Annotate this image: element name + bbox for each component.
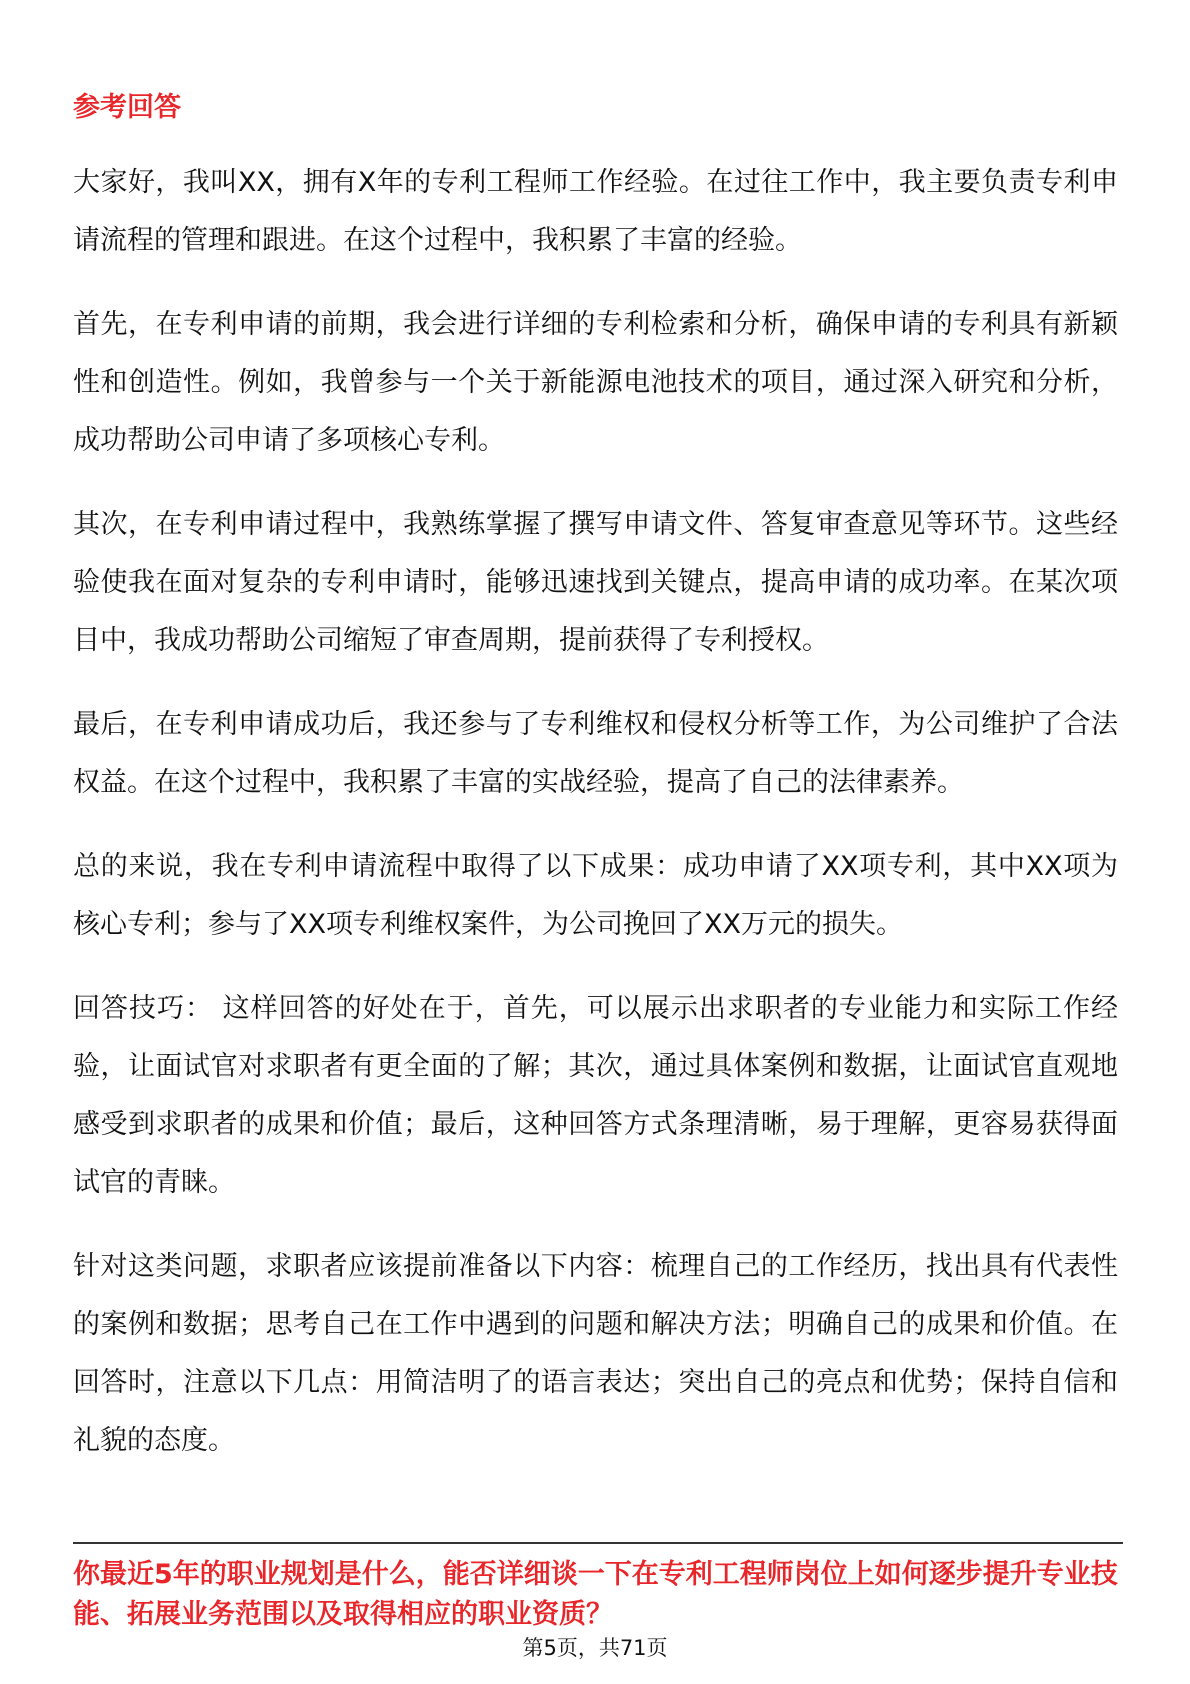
section-title: 参考回答 <box>73 92 181 123</box>
next-question: 你最近5年的职业规划是什么，能否详细谈一下在专利工程师岗位上如何逐步提升专业技能、拓展业务范围以及取得相应的职业资质？ <box>73 1559 1118 1630</box>
answer-section <box>73 88 1118 1496</box>
paragraph-summary: 总的来说，我在专利申请流程中取得了以下成果：成功申请了XX项专利，其中XX项为核心专利；参与了XX项专利维权案件，为公司挽回了XX万元的损失。 <box>73 851 1118 940</box>
page-number: 第5页，共71页 <box>522 1636 668 1660</box>
paragraph-preparation: 针对这类问题，求职者应该提前准备以下内容：梳理自己的工作经历，找出具有代表性的案例和数据；思考自己在工作中遇到的问题和解决方法；明确自己的成果和价值。在回答时，注意以下几点：用简洁明了的语言表达；突出自己的亮点和优势；保持自信和礼貌的态度。 <box>73 1251 1118 1456</box>
paragraph-tips: 回答技巧： 这样回答的好处在于，首先，可以展示出求职者的专业能力和实际工作经验，让面试官对求职者有更全面的了解；其次，通过具体案例和数据，让面试官直观地感受到求职者的成果和价值；最后，这种回答方式条理清晰，易于理解，更容易获得面试官的青睐。 <box>73 993 1118 1198</box>
paragraph-last: 最后，在专利申请成功后，我还参与了专利维权和侵权分析等工作，为公司维护了合法权益。在这个过程中，我积累了丰富的实战经验，提高了自己的法律素养。 <box>73 709 1118 798</box>
paragraph-intro: 大家好，我叫XX，拥有X年的专利工程师工作经验。在过往工作中，我主要负责专利申请流程的管理和跟进。在这个过程中，我积累了丰富的经验。 <box>73 167 1118 256</box>
divider <box>73 1542 1123 1544</box>
paragraph-first: 首先，在专利申请的前期，我会进行详细的专利检索和分析，确保申请的专利具有新颖性和创造性。例如，我曾参与一个关于新能源电池技术的项目，通过深入研究和分析，成功帮助公司申请了多项核心专利。 <box>73 309 1118 456</box>
paragraph-second: 其次，在专利申请过程中，我熟练掌握了撰写申请文件、答复审查意见等环节。这些经验使我在面对复杂的专利申请时，能够迅速找到关键点，提高申请的成功率。在某次项目中，我成功帮助公司缩短了审查周期，提前获得了专利授权。 <box>73 509 1118 656</box>
